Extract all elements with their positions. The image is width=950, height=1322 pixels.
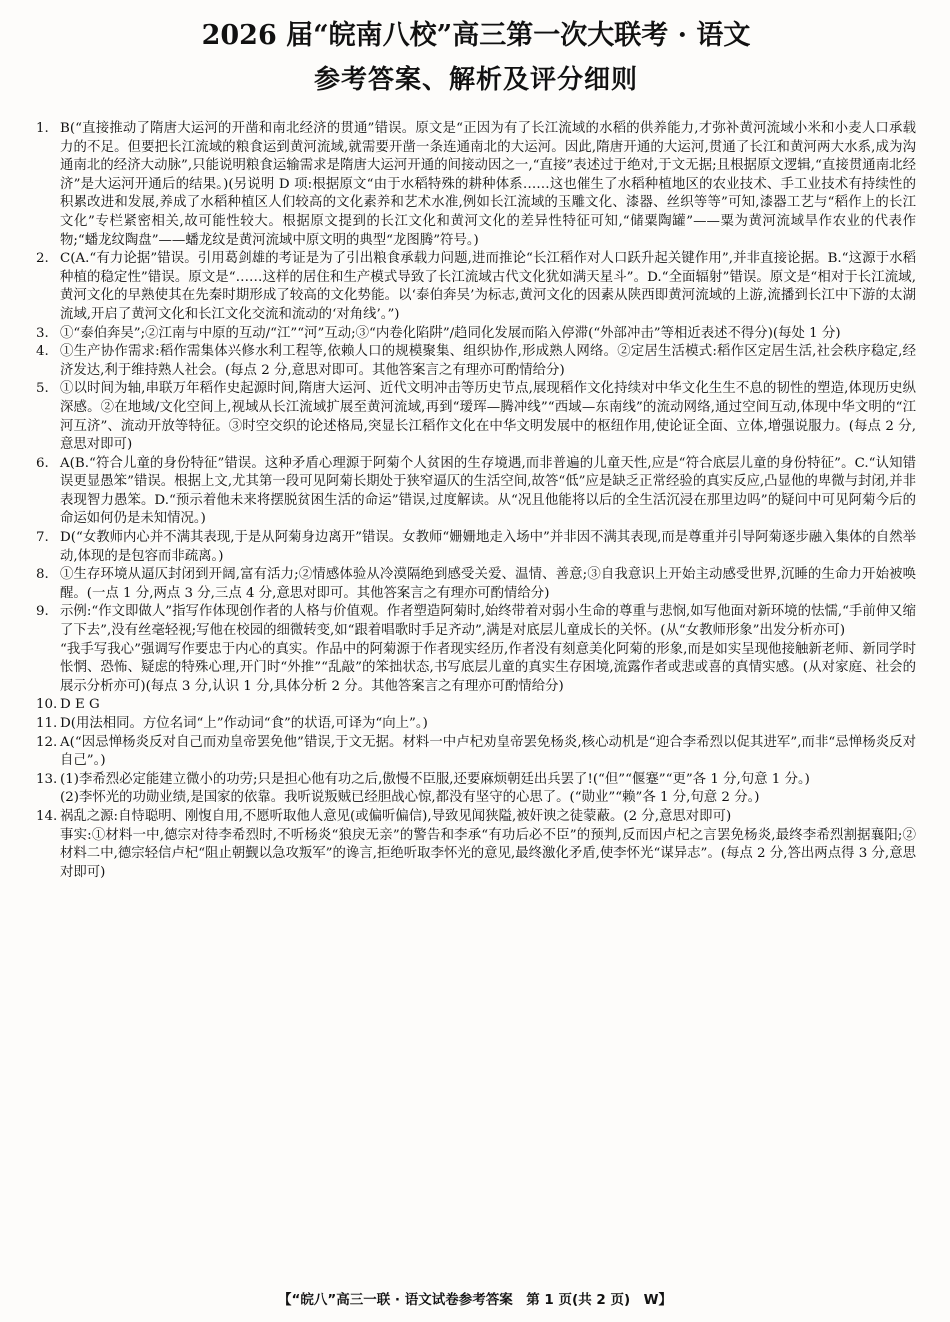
answer-number: 7. [36, 530, 49, 546]
answer-item-7 [36, 529, 916, 566]
answer-item-8 [36, 566, 916, 603]
answer-text: B(“直接推动了隋唐大运河的开凿和南北经济的贯通”错误。原文是“正因为有了长江流域的水稻的供养能力,才弥补黄河流域小米和小麦人口承载力的不足。但要把长江流域的粮食运到黄河流域,就需要开凿一条连通南北的大运河。因此,隋唐开通的大运河,贯通了长江和黄河两大水系,成为沟通南北的经济大动脉”,只能说明粮食运输需求是隋唐大运河开通的间接动因之一,“直接”表述过于绝对,于文无据;且根据原文逻辑,“直接贯通南北经济”是大运河开通后的结果。)(另说明 D 项:根据原文“由于水稻特殊的耕种体系……这也催生了水稻种植地区的农业技术、手工业技术有持续性的积累改进和发展,养成了水稻种植区人们较高的文化素养和艺术水准,例如长江流域的玉雕文化、漆器、丝织等等”可知,漆器工艺与“稻作上的长江文化”专栏紧密相关,故可能性较大。根据原文提到的长江文化和黄河文化的差异性特征可知,“储粟陶罐”——粟为黄河流域旱作农业的代表作物;“蟠龙纹陶盘”——蟠龙纹是黄河流域中原文明的典型“龙图腾”符号。) [60, 121, 916, 248]
answer-number: 8. [36, 567, 49, 583]
answer-text: A(“因忌惮杨炎反对自己而劝皇帝罢免他”错误,于文无据。材料一中卢杞劝皇帝罢免杨炎,核心动机是“迎合李希烈以促其进军”,而非“忌惮杨炎反对自己”。) [60, 734, 916, 769]
answer-item-9 [36, 603, 916, 696]
answer-text: ①“泰伯奔吴”;②江南与中原的互动/“江”“河”互动;③“内卷化陷阱”/趋同化发展而陷入停滞(“外部冲击”等相近表述不得分)(每处 1 分) [60, 325, 841, 341]
answer-number: 4. [36, 344, 49, 360]
answer-item-4 [36, 343, 916, 380]
answer-item-10 [36, 696, 916, 715]
answer-item-14 [36, 808, 916, 882]
answer-number: 1. [36, 121, 49, 136]
answer-text: (2)李怀光的功勋业绩,是国家的依靠。我听说叛贼已经胆战心惊,都没有坚守的心思了。(“勋业”“赖”各 1 分,句意 2 分。) [60, 790, 760, 806]
answer-item-13 [36, 771, 916, 808]
answer-number: 11. [36, 716, 58, 731]
answer-text: 祸乱之源:自恃聪明、刚愎自用,不愿听取他人意见(或偏听偏信),导致见闻狭隘,被奸谀之徒蒙蔽。(2 分,意思对即可) [60, 808, 732, 824]
answer-text: “我手写我心”强调写作要忠于内心的真实。作品中的阿菊源于作者现实经历,作者没有刻意美化阿菊的形象,而是如实呈现他接触新老师、新同学时怅惘、恐怖、疑虑的特殊心理,开门时“外推”“乱敲”的笨拙状态,书写底层儿童的真实生存困境,流露作者或悲或喜的真情实感。(从对家庭、社会的展示分析亦可)(每点 3 分,认识 1 分,具体分析 2 分。其他答案言之有理亦可酌情给分) [60, 641, 916, 694]
answer-number: 10. [36, 697, 58, 713]
answer-list [36, 120, 916, 882]
answer-item-11 [36, 715, 916, 734]
answer-item-2 [36, 250, 916, 324]
answer-text: (1)李希烈必定能建立微小的功劳;只是担心他有功之后,傲慢不臣服,还要麻烦朝廷出兵罢了!(“但”“偃蹇”“更”各 1 分,句意 1 分。) [60, 771, 810, 787]
answer-text: D(“女教师内心并不满其表现,于是从阿菊身边离开”错误。女教师“姗姗地走入场中”并非因不满其表现,而是尊重并引导阿菊逐步融入集体的自然举动,体现的是包容而非疏离。) [60, 530, 916, 564]
answer-number: 2. [36, 251, 49, 267]
answer-number: 13. [36, 771, 58, 787]
answer-number: 5. [36, 381, 49, 397]
answer-text: ①以时间为轴,串联万年稻作史起源时间,隋唐大运河、近代文明冲击等历史节点,展现稻作文化持续对中华文化生生不息的韧性的塑造,体现历史纵深感。②在地域/文化空间上,视域从长江流域扩展至黄河流域,再到“瑷珲—腾冲线”“西域—东南线”的流动网络,通过空间互动,体现中华文明的“江河互济”、流动开放等特征。③时空交织的论述格局,突显长江稻作文化在中华文明发展中的枢纽作用,使论证全面、立体,增强说服力。(每点 2 分,意思对即可) [60, 381, 916, 453]
answer-number: 9. [36, 604, 49, 620]
answer-number: 6. [36, 455, 49, 471]
answer-item-6 [36, 455, 916, 529]
answer-item-3 [36, 325, 916, 344]
answer-text: ①生存环境从逼仄封闭到开阔,富有活力;②情感体验从冷漠隔绝到感受关爱、温情、善意;③自我意识上开始主动感受世界,沉睡的生命力开始被唤醒。(一点 1 分,两点 3 分,三点 4 分,意思对即可。其他答案言之有理亦可酌情给分) [60, 567, 917, 601]
answer-text: C(A.“有力论据”错误。引用葛剑雄的考证是为了引出粮食承载力问题,进而推论“长江稻作对人口跃升起关键作用”,并非直接论据。B.“这源于水稻种植的稳定性”错误。原文是“……这样的居住和生产模式导致了长江流域古代文化犹如满天星斗”。D.“全面辐射”错误。原文是“相对于长江流域,黄河文化的早熟使其在先秦时期形成了较高的文化势能。以‘泰伯奔吴’为标志,黄河文化的因素从陕西即黄河流域的上游,流播到长江中下游的太湖流域,开启了黄河文化和长江文化交流和流动的‘对角线’。”) [60, 251, 916, 322]
answer-number: 14. [36, 808, 58, 824]
answer-number: 3. [36, 325, 49, 341]
answer-text: D E G [60, 697, 100, 713]
answer-text: 事实:①材料一中,德宗对待李希烈时,不听杨炎“狼戾无亲”的警告和李承“有功后必不臣”的预判,反而因卢杞之言罢免杨炎,最终李希烈割据襄阳;②材料二中,德宗轻信卢杞“阻止朝觐以急攻叛军”的谗言,拒绝听取李怀光的意见,最终激化矛盾,使李怀光“谋异志”。(每点 2 分,答出两点得 3 分,意思对即可) [60, 827, 916, 880]
page-title: 2026 届“皖南八校”高三第一次大联考 · 语文 [201, 20, 751, 51]
answer-text: D(用法相同。方位名词“上”作动词“食”的状语,可译为“向上”。) [60, 716, 428, 731]
answer-item-5 [36, 380, 916, 454]
answer-text: 示例:“作文即做人”指写作体现创作者的人格与价值观。作者塑造阿菊时,始终带着对弱小生命的尊重与悲悯,如写他面对新环境的怯懦,“手前伸又缩了下去”,没有丝毫轻视;写他在校园的细微转变,如“跟着唱歌时手足齐动”,满是对底层儿童成长的关怀。(从“女教师形象”出发分析亦可) [60, 604, 916, 639]
page-subtitle: 参考答案、解析及评分细则 [313, 65, 638, 95]
answer-text: ①生产协作需求:稻作需集体兴修水利工程等,依赖人口的规模聚集、组织协作,形成熟人网络。②定居生活模式:稻作区定居生活,社会秩序稳定,经济发达,利于维持熟人社会。(每点 2 分,意思对即可。其他答案言之有理亦可酌情给分) [60, 344, 916, 378]
answer-item-12 [36, 734, 916, 771]
page-footer: 【“皖八”高三一联 · 语文试卷参考答案 第 1 页(共 2 页) W】 [277, 1292, 673, 1308]
answer-item-1 [36, 120, 916, 250]
answer-text: A(B.“符合儿童的身份特征”错误。这种矛盾心理源于阿菊个人贫困的生存境遇,而非普遍的儿童天性,应是“符合底层儿童的身份特征”。C.“认知错误更显愚笨”错误。根据上文,尤其第一段可见阿菊长期处于狭窄逼仄的生活空间,故答“低”应是缺乏正常经验的真实反应,凸显他的卑微与封闭,并非表现智力愚笨。D.“预示着他未来将摆脱贫困生活的命运”错误,过度解读。从“况且他能将以后的全生活沉浸在那里边吗”的疑问中可见阿菊今后的命运如何仍是未知情况。) [60, 455, 916, 527]
answer-number: 12. [36, 734, 58, 750]
